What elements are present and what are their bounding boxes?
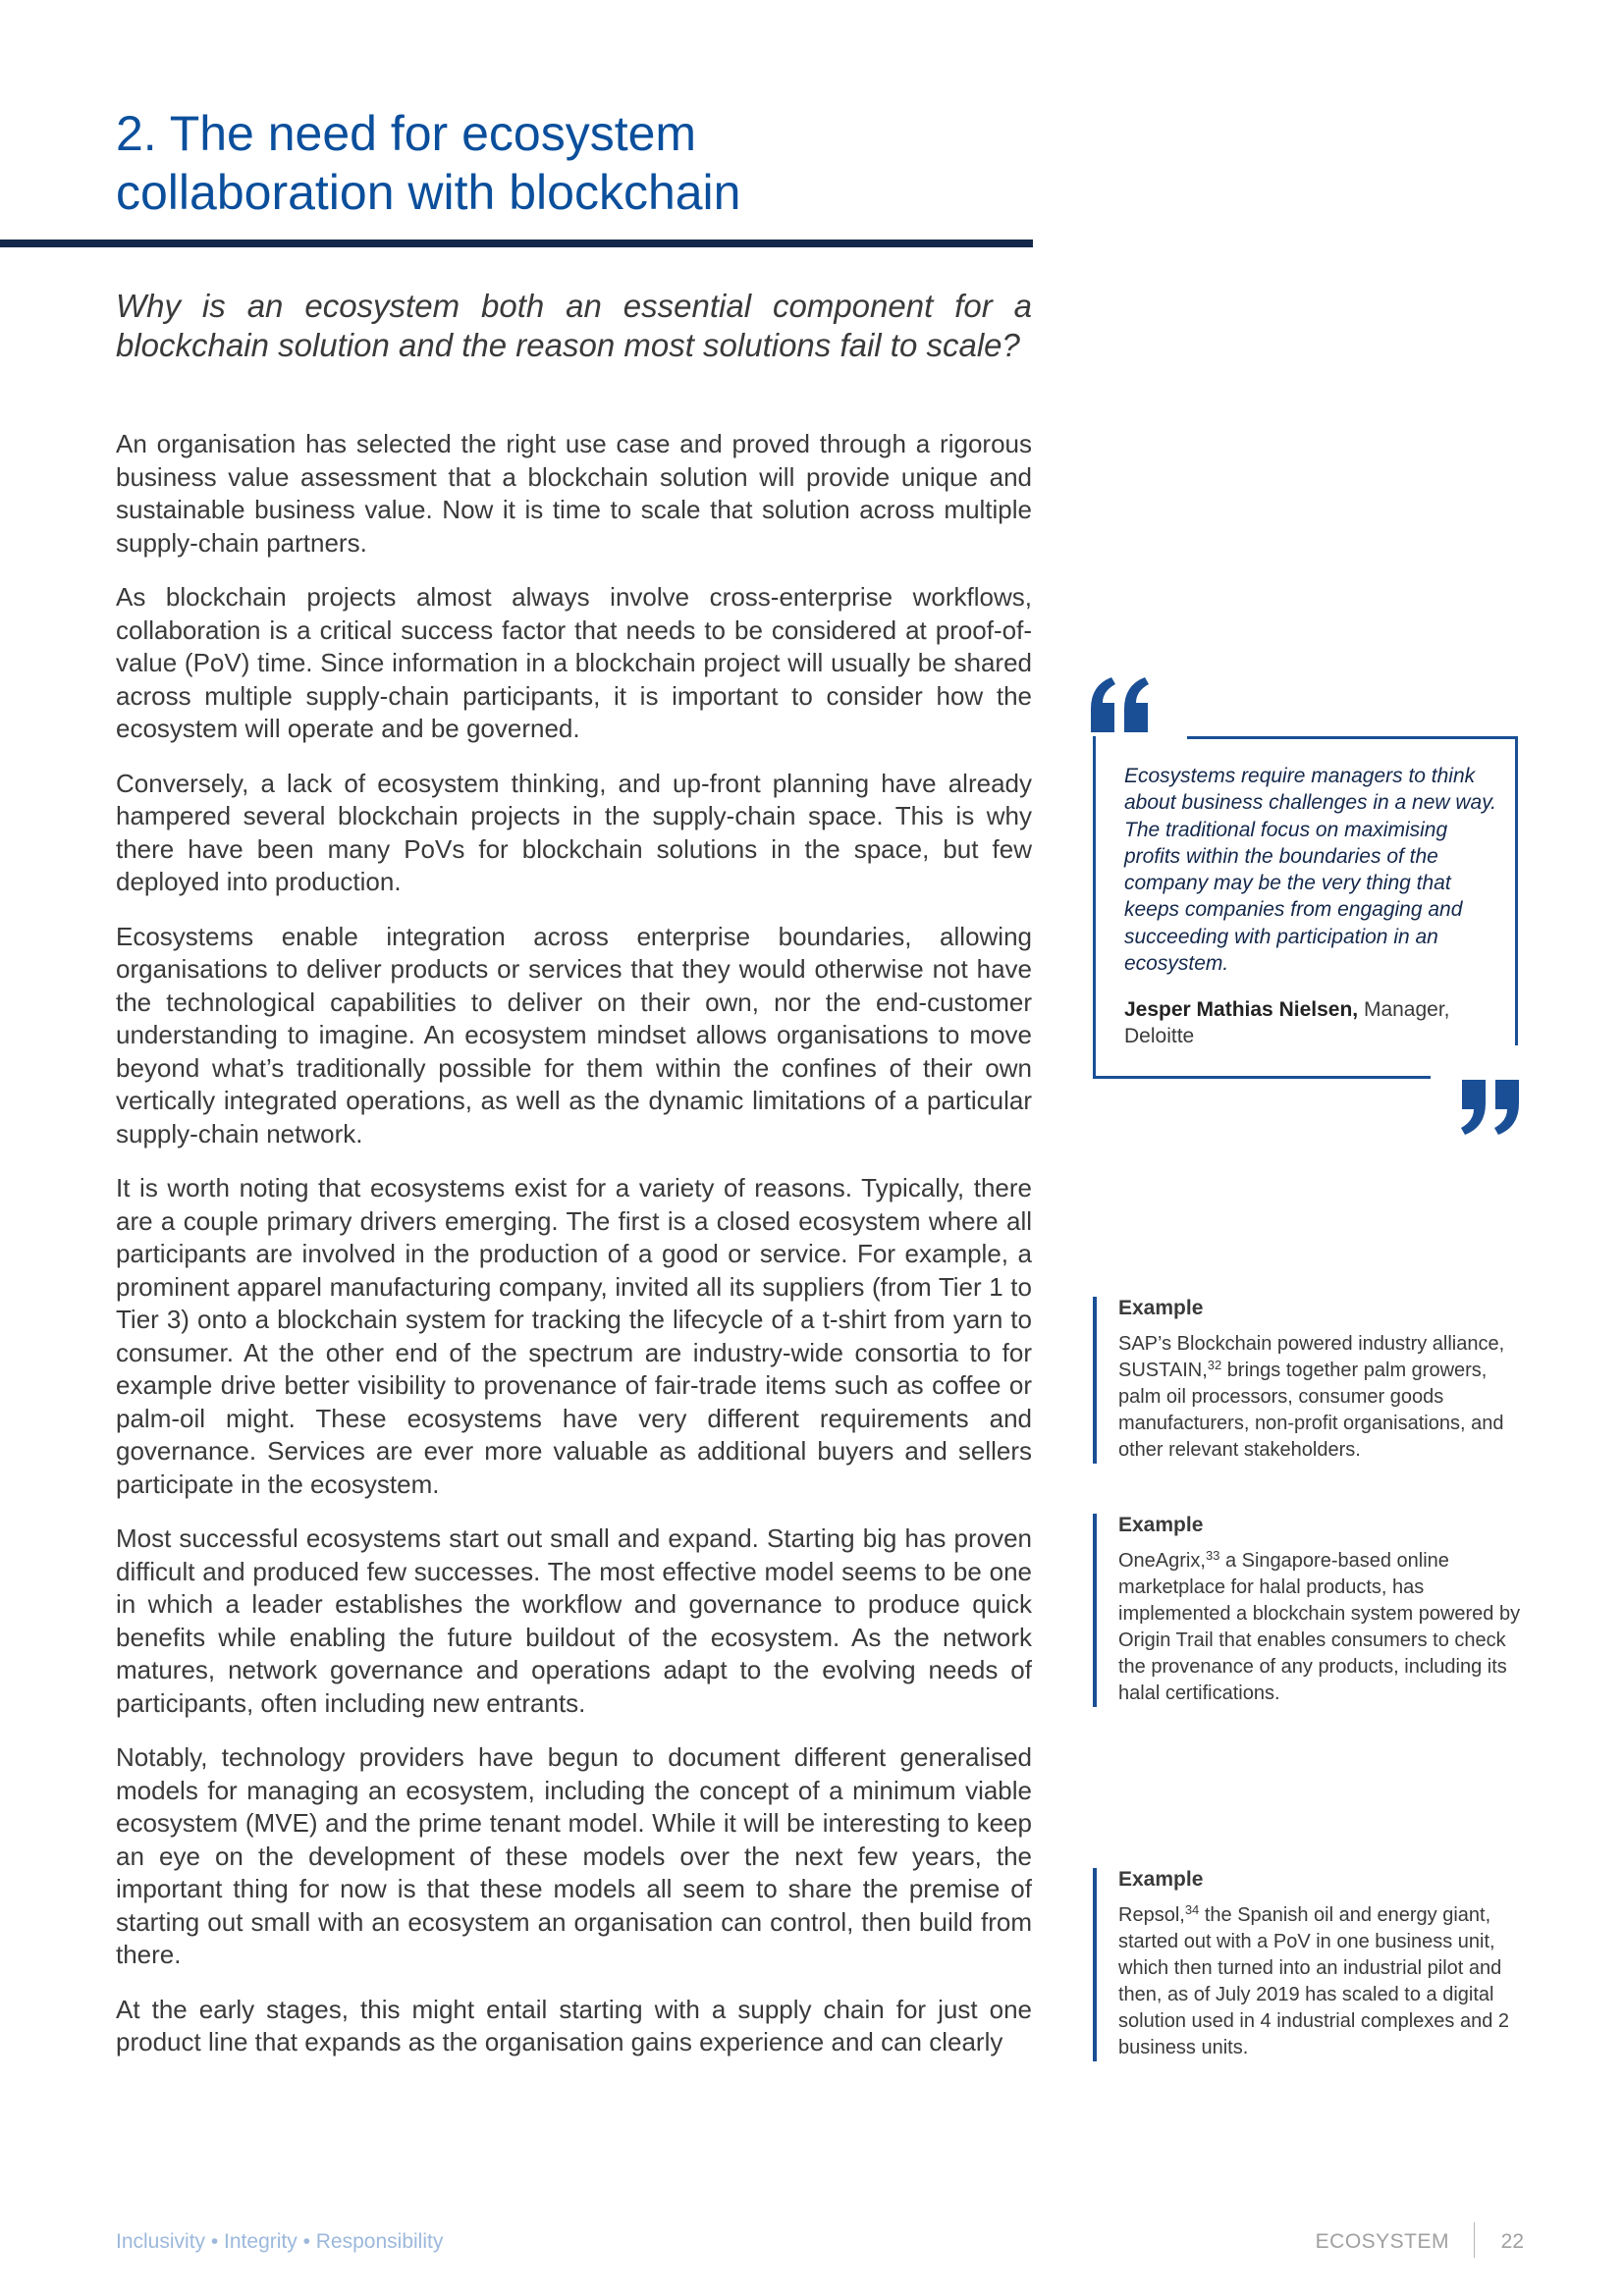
lead-question: Why is an ecosystem both an essential component for a blockchain solution and the reason most solutions fail to scale? — [116, 288, 1032, 363]
footnote-ref: 32 — [1207, 1358, 1222, 1372]
page-title — [116, 104, 1000, 222]
paragraph: Ecosystems enable integration across enterprise boundaries, allowing organisations to deliver products or services that they would otherwise not have the technological capabilities to deliver on their own, nor the end-customer understanding to imagine. An ecosystem mindset allows organisations to move beyond what’s traditionally possible for them within the confines of their own vertically integrated operations, as well as the dynamic limitations of a particular supply-chain network. — [116, 921, 1032, 1148]
footer-page-info — [1276, 2222, 1524, 2262]
quote-role: Manager, Deloitte — [1124, 998, 1450, 1048]
quote-author: Jesper Mathias Nielsen, — [1124, 998, 1359, 1021]
page-title-line-2: collaboration with blockchain — [116, 165, 741, 220]
paragraph: Notably, technology providers have begun to document different generalised models for managing an ecosystem, including the concept of a minimum viable ecosystem (MVE) and the prime tenant model. While it will be interesting to keep an eye on the development of these models over the next few years, the important thing for now is that these models all seem to share the premise of starting out small with an ecosystem an organisation can control, then build from there. — [116, 1742, 1032, 1969]
title-divider — [0, 240, 1033, 247]
example-label: Example — [1118, 1297, 1204, 1319]
quote-border-right — [1515, 736, 1518, 1045]
open-quote-icon — [1088, 675, 1153, 736]
quote-border-bottom — [1093, 1076, 1431, 1079]
footer-divider — [1474, 2222, 1475, 2258]
paragraph: At the early stages, this might entail starting with a supply chain for just one product line that expands as the organisation gains experience and can clearly — [116, 1994, 1032, 2056]
example-callout — [1093, 1514, 1525, 1707]
footnote-ref: 34 — [1184, 1902, 1200, 1917]
example-callout — [1093, 1297, 1525, 1464]
footer-tagline: Inclusivity • Integrity • Responsibility — [116, 2230, 444, 2253]
example-label: Example — [1118, 1868, 1204, 1891]
example-text: OneAgrix,$^{33}$ a Singapore-based online marketplace for halal products, has implemented a blockchain system powered by Origin Trail that enables consumers to check the provenance of any products, including its halal certifications. — [1118, 1548, 1521, 1704]
paragraph: As blockchain projects almost always involve cross-enterprise workflows, collaboration is a critical success factor that needs to be considered at proof-of-value (PoV) time. Since information in a blockchain project will usually be shared across multiple supply-chain participants, it is important to consider how the ecosystem will operate and be governed. — [116, 582, 1032, 743]
paragraph: An organisation has selected the right use case and proved through a rigorous business value assessment that a blockchain solution will provide unique and sustainable business value. Now it is time to scale that solution across multiple supply-chain partners. — [116, 429, 1032, 558]
body-text — [116, 428, 1032, 2081]
page-title-line-1: 2. The need for ecosystem — [116, 106, 697, 161]
close-quote-icon — [1457, 1076, 1522, 1137]
example-callout — [1093, 1868, 1525, 2061]
quote-border-top — [1187, 736, 1518, 739]
example-text: SAP’s Blockchain powered industry alliance, SUSTAIN,$^{32}$ brings together palm growers, palm oil processors, consumer goods manufacturers, non-profit organisations, and other relevant stakeholders. — [1118, 1333, 1505, 1461]
pull-quote — [1093, 736, 1518, 1079]
quote-attribution — [1124, 996, 1497, 1050]
page-number: 22 — [1500, 2230, 1524, 2253]
quote-border-left — [1093, 736, 1096, 1079]
quote-text: Ecosystems require managers to think about business challenges in a new way. The traditional focus on maximising profits within the boundaries of the company may be the very thing that keeps companies from engaging and succeeding with participation in an ecosystem. — [1124, 765, 1497, 976]
example-label: Example — [1118, 1514, 1204, 1536]
paragraph: Conversely, a lack of ecosystem thinking, and up-front planning have already hampered several blockchain projects in the supply-chain space. This is why there have been many PoVs for blockchain solutions in the space, but few deployed into production. — [116, 768, 1032, 896]
footer-section: ECOSYSTEM — [1315, 2230, 1449, 2253]
example-text: Repsol,$^{34}$ the Spanish oil and energy giant, started out with a PoV in one business unit, which then turned into an industrial pilot and then, as of July 2019 has scaled to a digital solution used in 4 industrial complexes and 2 business units. — [1118, 1902, 1510, 2058]
paragraph: Most successful ecosystems start out small and expand. Starting big has proven difficult and produced few successes. The most effective model seems to be one in which a leader establishes the workflow and governance to produce quick benefits while enabling the future buildout of the ecosystem. As the network matures, network governance and operations adapt to the evolving needs of participants, often including new entrants. — [116, 1523, 1032, 1718]
footnote-ref: 33 — [1205, 1548, 1220, 1563]
paragraph: It is worth noting that ecosystems exist for a variety of reasons. Typically, there are a couple primary drivers emerging. The first is a closed ecosystem where all participants are involved in the production of a good or service. For example, a prominent apparel manufacturing company, invited all its suppliers (from Tier 1 to Tier 3) onto a blockchain system for tracking the lifecycle of a t-shirt from yarn to consumer. At the other end of the spectrum are industry-wide consortia to for example drive better visibility to provenance of fair-trade items such as coffee or palm-oil might. These ecosystems have very different requirements and governance. Services are ever more valuable as additional buyers and sellers participate in the ecosystem. — [116, 1173, 1032, 1499]
